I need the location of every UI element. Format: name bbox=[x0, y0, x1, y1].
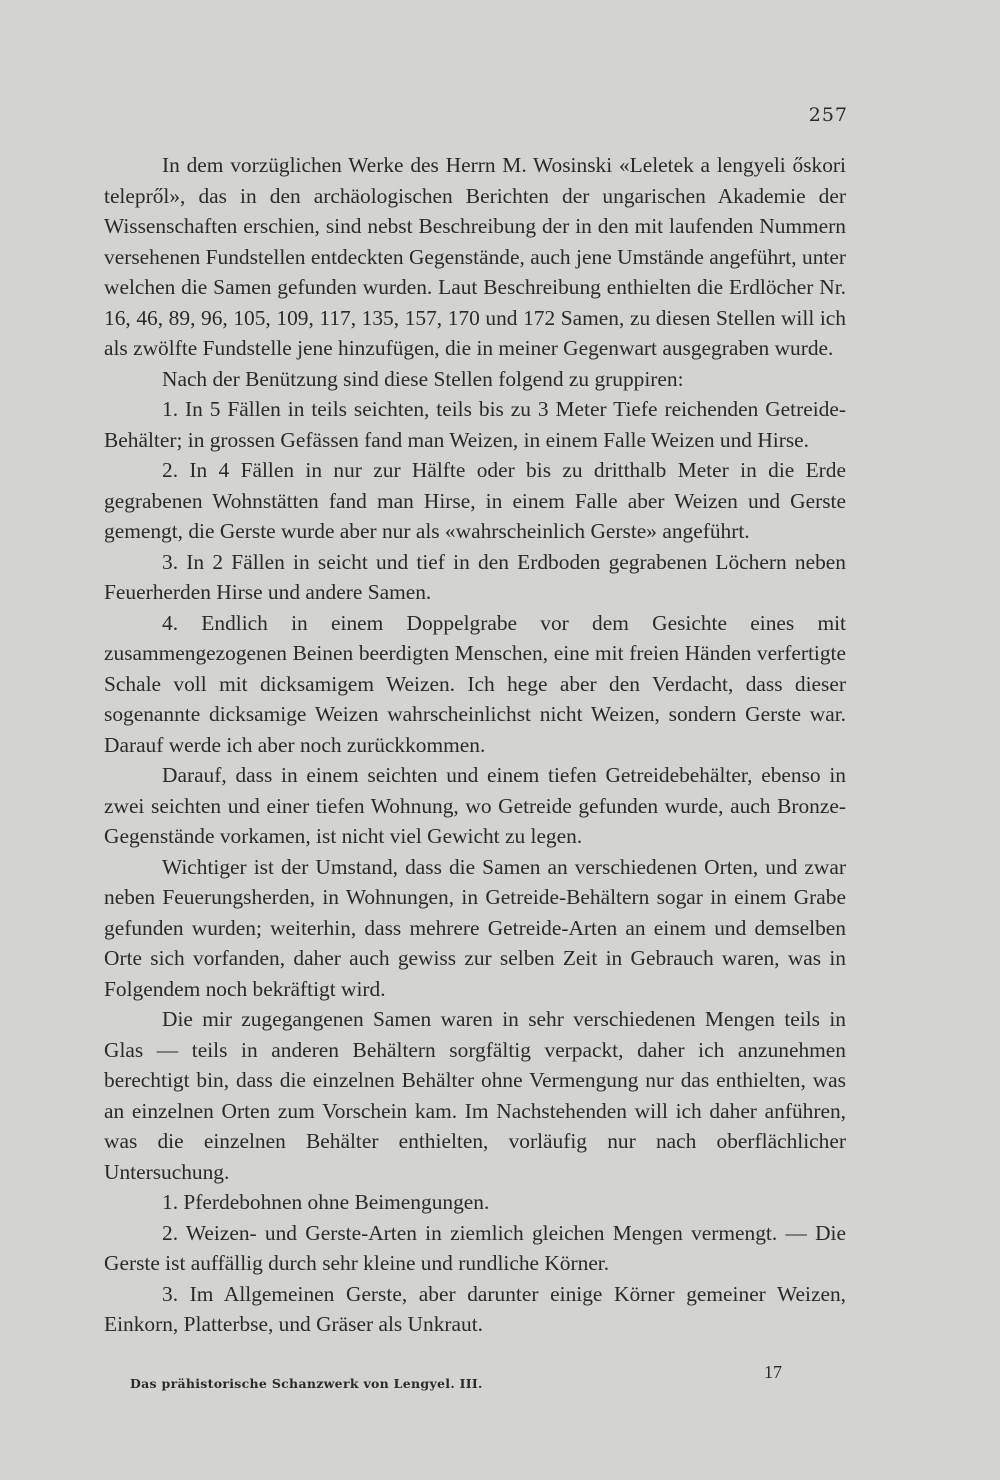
paragraph: Darauf, dass in einem seichten und einem tiefen Getreidebehälter, ebenso in zwei seichten und einer tiefen Wohnung, wo Getreide gefunden wurde, auch Bronze-Gegenstände vorkamen, ist nicht viel Gewicht zu legen. bbox=[104, 763, 846, 848]
page-number: 257 bbox=[808, 104, 848, 126]
list-item: 1. Pferdebohnen ohne Beimengungen. bbox=[162, 1190, 490, 1214]
list-item: 4. Endlich in einem Doppelgrabe vor dem Gesichte eines mit zusammengezogenen Beinen beerdigten Menschen, eine mit freien Händen verfertigte Schale voll mit dicksamigem Weizen. Ich hege aber den Verdacht, dass dieser sogenannte dicksamige Weizen wahrscheinlichst nicht Weizen, sondern Gerste war. Darauf werde ich aber noch zurückkommen. bbox=[104, 610, 846, 757]
list-item: 3. Im Allgemeinen Gerste, aber darunter einige Körner gemeiner Weizen, Einkorn, Platterbse, und Gräser als Unkraut. bbox=[104, 1281, 846, 1336]
list-item: 3. In 2 Fällen in seicht und tief in den Erdboden gegrabenen Löchern neben Feuerherden Hirse und andere Samen. bbox=[104, 549, 846, 604]
paragraph: Die mir zugegangenen Samen waren in sehr verschiedenen Mengen teils in Glas — teils in anderen Behältern sorgfältig verpackt, daher ich anzunehmen berechtigt bin, dass die einzelnen Behälter ohne Vermengung nur das enthielten, was an einzelnen Orten zum Vorschein kam. Im Nachstehenden will ich daher anführen, was die einzelnen Behälter enthielten, vorläufig nur nach oberflächlicher Untersuchung. bbox=[104, 1007, 846, 1184]
signature-mark: 17 bbox=[764, 1362, 782, 1382]
paragraph: Nach der Benützung sind diese Stellen folgend zu gruppiren: bbox=[162, 366, 684, 391]
paragraph: Wichtiger ist der Umstand, dass die Samen an verschiedenen Orten, und zwar neben Feuerungsherden, in Wohnungen, in Getreide-Behältern sogar in einem Grabe gefunden wurden; weiterhin, dass mehrere Getreide-Arten an einem und demselben Orte sich vorfanden, daher auch gewiss zur selben Zeit in Gebrauch waren, was in Folgendem noch bekräftigt wird. bbox=[104, 854, 846, 1001]
list-item: 2. Weizen- und Gerste-Arten in ziemlich gleichen Mengen vermengt. — Die Gerste ist auffällig durch sehr kleine und rundliche Körner. bbox=[104, 1220, 846, 1275]
body-text bbox=[104, 150, 846, 1340]
list-item: 1. In 5 Fällen in teils seichten, teils bis zu 3 Meter Tiefe reichenden Getreide-Behälter; in grossen Gefässen fand man Weizen, in einem Falle Weizen und Hirse. bbox=[104, 397, 846, 452]
running-footer: Das prähistorische Schanzwerk von Lengyel. III. bbox=[130, 1376, 483, 1391]
list-item: 2. In 4 Fällen in nur zur Hälfte oder bis zu dritthalb Meter in die Erde gegrabenen Wohnstätten fand man Hirse, in einem Falle aber Weizen und Gerste gemengt, die Gerste wurde aber nur als «wahrscheinlich Gerste» angeführt. bbox=[104, 458, 846, 543]
paragraph: In dem vorzüglichen Werke des Herrn M. Wosinski «Leletek a lengyeli őskori telepről», das in den archäologischen Berichten der ungarischen Akademie der Wissenschaften erschien, sind nebst Beschreibung der in den mit laufenden Nummern versehenen Fundstellen entdeckten Gegenstände, auch jene Umstände angeführt, unter welchen die Samen gefunden wurden. Laut Beschreibung enthielten die Erdlöcher Nr. 16, 46, 89, 96, 105, 109, 117, 135, 157, 170 und 172 Samen, zu diesen Stellen will ich als zwölfte Fundstelle jene hinzufügen, die in meiner Gegenwart ausgegraben wurde. bbox=[104, 153, 846, 360]
